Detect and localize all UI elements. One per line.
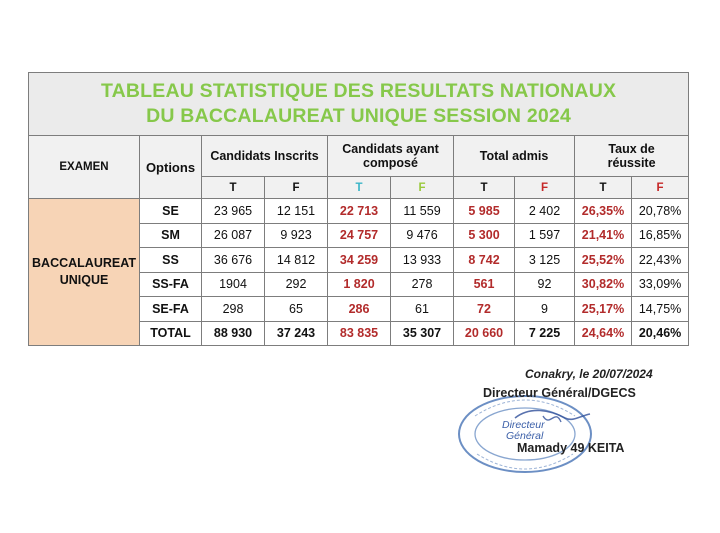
header-compose-line1: Candidats ayant	[342, 142, 439, 156]
taux-f-cell: 33,09%	[632, 272, 689, 297]
subheader-compose-f: F	[391, 177, 454, 199]
taux-f-cell: 22,43%	[632, 248, 689, 273]
header-taux-line1: Taux de	[608, 142, 655, 156]
signature-date: Conakry, le 20/07/2024	[525, 367, 653, 381]
table-title	[29, 73, 689, 136]
signature-director-title: Directeur Général/DGECS	[483, 386, 636, 400]
admis-f-cell: 92	[515, 272, 575, 297]
header-compose-line2: composé	[363, 156, 418, 170]
admis-f-cell: 9	[515, 297, 575, 322]
total-admis-f: 7 225	[515, 321, 575, 346]
stamp-text-line1: Directeur	[502, 419, 545, 431]
compose-t-cell: 286	[328, 297, 391, 322]
header-admis: Total admis	[454, 136, 575, 177]
admis-t-cell: 8 742	[454, 248, 515, 273]
taux-f-cell: 14,75%	[632, 297, 689, 322]
inscrits-f-cell: 12 151	[265, 199, 328, 224]
inscrits-f-cell: 14 812	[265, 248, 328, 273]
total-admis-t: 20 660	[454, 321, 515, 346]
option-cell: SE-FA	[140, 297, 202, 322]
admis-t-cell: 72	[454, 297, 515, 322]
inscrits-t-cell: 26 087	[202, 223, 265, 248]
header-examen: EXAMEN	[29, 136, 140, 199]
total-inscrits-t: 88 930	[202, 321, 265, 346]
inscrits-t-cell: 36 676	[202, 248, 265, 273]
taux-t-cell: 25,17%	[575, 297, 632, 322]
option-cell: SM	[140, 223, 202, 248]
inscrits-t-cell: 23 965	[202, 199, 265, 224]
exam-label-line2: UNIQUE	[59, 273, 109, 287]
subheader-compose-t: T	[328, 177, 391, 199]
taux-f-cell: 20,78%	[632, 199, 689, 224]
table-row	[29, 199, 689, 224]
subheader-admis-t: T	[454, 177, 515, 199]
stamp-text-line2: Général	[506, 430, 544, 442]
header-taux-line2: réussite	[607, 156, 656, 170]
admis-f-cell: 2 402	[515, 199, 575, 224]
taux-t-cell: 26,35%	[575, 199, 632, 224]
header-taux	[575, 136, 689, 177]
option-cell: SS-FA	[140, 272, 202, 297]
taux-t-cell: 21,41%	[575, 223, 632, 248]
inscrits-f-cell: 9 923	[265, 223, 328, 248]
admis-t-cell: 5 300	[454, 223, 515, 248]
compose-f-cell: 13 933	[391, 248, 454, 273]
compose-t-cell: 22 713	[328, 199, 391, 224]
total-inscrits-f: 37 243	[265, 321, 328, 346]
title-line-1: TABLEAU STATISTIQUE DES RESULTATS NATIONAUX	[100, 80, 617, 102]
subheader-taux-f: F	[632, 177, 689, 199]
compose-t-cell: 1 820	[328, 272, 391, 297]
signatory-name: Mamady 49 KEITA	[517, 441, 625, 455]
compose-t-cell: 34 259	[328, 248, 391, 273]
inscrits-t-cell: 298	[202, 297, 265, 322]
admis-f-cell: 3 125	[515, 248, 575, 273]
inscrits-t-cell: 1904	[202, 272, 265, 297]
admis-t-cell: 5 985	[454, 199, 515, 224]
header-compose	[328, 136, 454, 177]
header-inscrits: Candidats Inscrits	[202, 136, 328, 177]
title-line-2: DU BACCALAUREAT UNIQUE SESSION 2024	[146, 105, 571, 127]
total-label: TOTAL	[140, 321, 202, 346]
subheader-inscrits-t: T	[202, 177, 265, 199]
taux-t-cell: 25,52%	[575, 248, 632, 273]
total-taux-f: 20,46%	[632, 321, 689, 346]
admis-t-cell: 561	[454, 272, 515, 297]
total-compose-t: 83 835	[328, 321, 391, 346]
subheader-taux-t: T	[575, 177, 632, 199]
compose-f-cell: 278	[391, 272, 454, 297]
compose-f-cell: 61	[391, 297, 454, 322]
subheader-admis-f: F	[515, 177, 575, 199]
admis-f-cell: 1 597	[515, 223, 575, 248]
inscrits-f-cell: 292	[265, 272, 328, 297]
option-cell: SE	[140, 199, 202, 224]
total-compose-f: 35 307	[391, 321, 454, 346]
inscrits-f-cell: 65	[265, 297, 328, 322]
compose-t-cell: 24 757	[328, 223, 391, 248]
taux-f-cell: 16,85%	[632, 223, 689, 248]
header-options: Options	[140, 136, 202, 199]
compose-f-cell: 11 559	[391, 199, 454, 224]
total-taux-t: 24,64%	[575, 321, 632, 346]
results-table-sheet	[28, 72, 688, 360]
results-table	[28, 72, 689, 346]
compose-f-cell: 9 476	[391, 223, 454, 248]
taux-t-cell: 30,82%	[575, 272, 632, 297]
subheader-inscrits-f: F	[265, 177, 328, 199]
stamp-text	[502, 420, 545, 442]
option-cell: SS	[140, 248, 202, 273]
exam-label	[29, 199, 140, 346]
exam-label-line1: BACCALAUREAT	[32, 256, 136, 270]
